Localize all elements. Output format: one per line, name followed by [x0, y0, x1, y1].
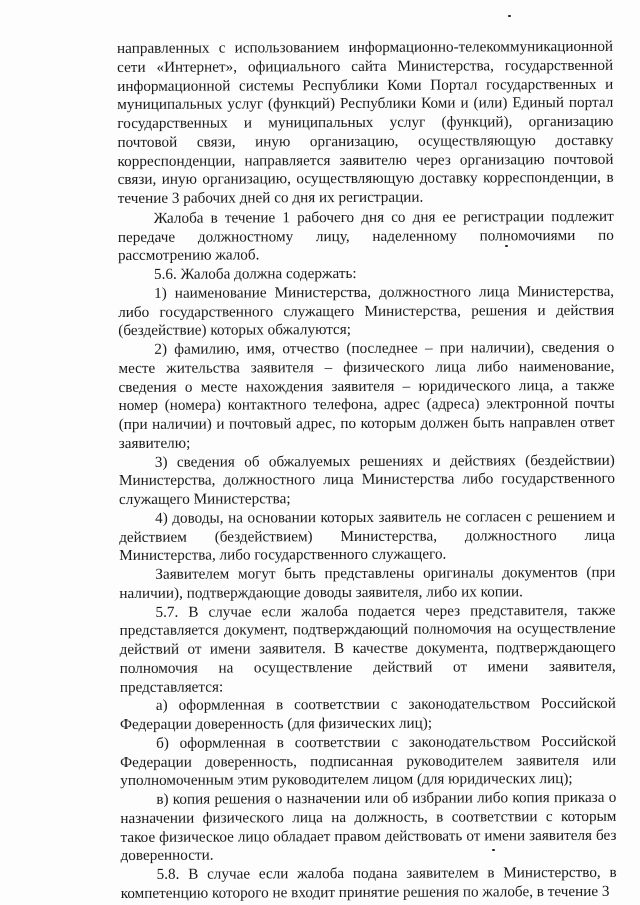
paragraph: 5.7. В случае если жалоба подается через представителя, также представляется документ, подтверждающий полномочия на осуществление действий от имени заявителя. В качестве документа, подтверждающего полномочия на осуществление действий от имени заявителя, представляется:	[119, 601, 616, 696]
paragraph: Заявителем могут быть представлены оригиналы документов (при наличии), подтверждающие доводы заявителя, либо их копии.	[119, 563, 616, 602]
list-item: 1) наименование Министерства, должностного лица Министерства, либо государственного служащего Министерства, решения и действия (бездействие) которых обжалуются;	[118, 282, 615, 340]
paragraph: 5.8. В случае если жалоба подана заявителем в Министерство, в компетенцию которого не входит принятие решения по жалобе, в течение 3	[120, 863, 617, 902]
list-item: б) оформленная в соответствии с законодательством Российской Федерации доверенность, подписанная руководителем заявителя или уполномоченным этим руководителем лицом (для юридических лиц);	[120, 732, 617, 790]
scan-speck	[508, 15, 511, 17]
paragraph: направленных с использованием информационно-телекоммуникационной сети «Интернет», официального сайта Министерства, государственной информационной системы Республики Коми Портал государственных и муниципальных услуг (функций) Республики Коми и (или) Единый портал государственных и муниципальных услуг (функций), организацию почтовой связи, иную организацию, осуществляющую доставку корреспонденции, направляется заявителю через организацию почтовой связи, иную организацию, осуществляющую доставку корреспонденции, в течение 3 рабочих дней со дня их регистрации.	[117, 37, 614, 207]
document-body	[117, 38, 617, 904]
paragraph: Жалоба в течение 1 рабочего дня со дня ее регистрации подлежит передаче должностному лицу, наделенному полномочиями по рассмотрению жалоб.	[117, 207, 614, 265]
list-item: 2) фамилию, имя, отчество (последнее – при наличии), сведения о месте жительства заявителя – физического лица либо наименование, сведения о месте нахождения заявителя – юридического лица, а также номер (номера) контактного телефона, адрес (адреса) электронной почты (при наличии) и почтовый адрес, по которым должен быть направлен ответ заявителю;	[118, 338, 615, 452]
list-item: 3) сведения об обжалуемых решениях и действиях (бездействии) Министерства, должностного лица Министерства либо государственного служащего Министерства;	[118, 451, 615, 508]
list-item: в) копия решения о назначении или об избрании либо копия приказа о назначении физического лица на должность, в соответствии с которым такое физическое лицо обладает правом действовать от имени заявителя без доверенности.	[120, 788, 617, 865]
list-item: а) оформленная в соответствии с законодательством Российской Федерации доверенность (для физических лиц);	[119, 695, 616, 733]
section-heading: 5.6. Жалоба должна содержать:	[153, 264, 357, 283]
list-item: 4) доводы, на основании которых заявитель не согласен с решением и действием (бездействием) Министерства, должностного лица Министерства, либо государственного служащего.	[119, 507, 616, 565]
